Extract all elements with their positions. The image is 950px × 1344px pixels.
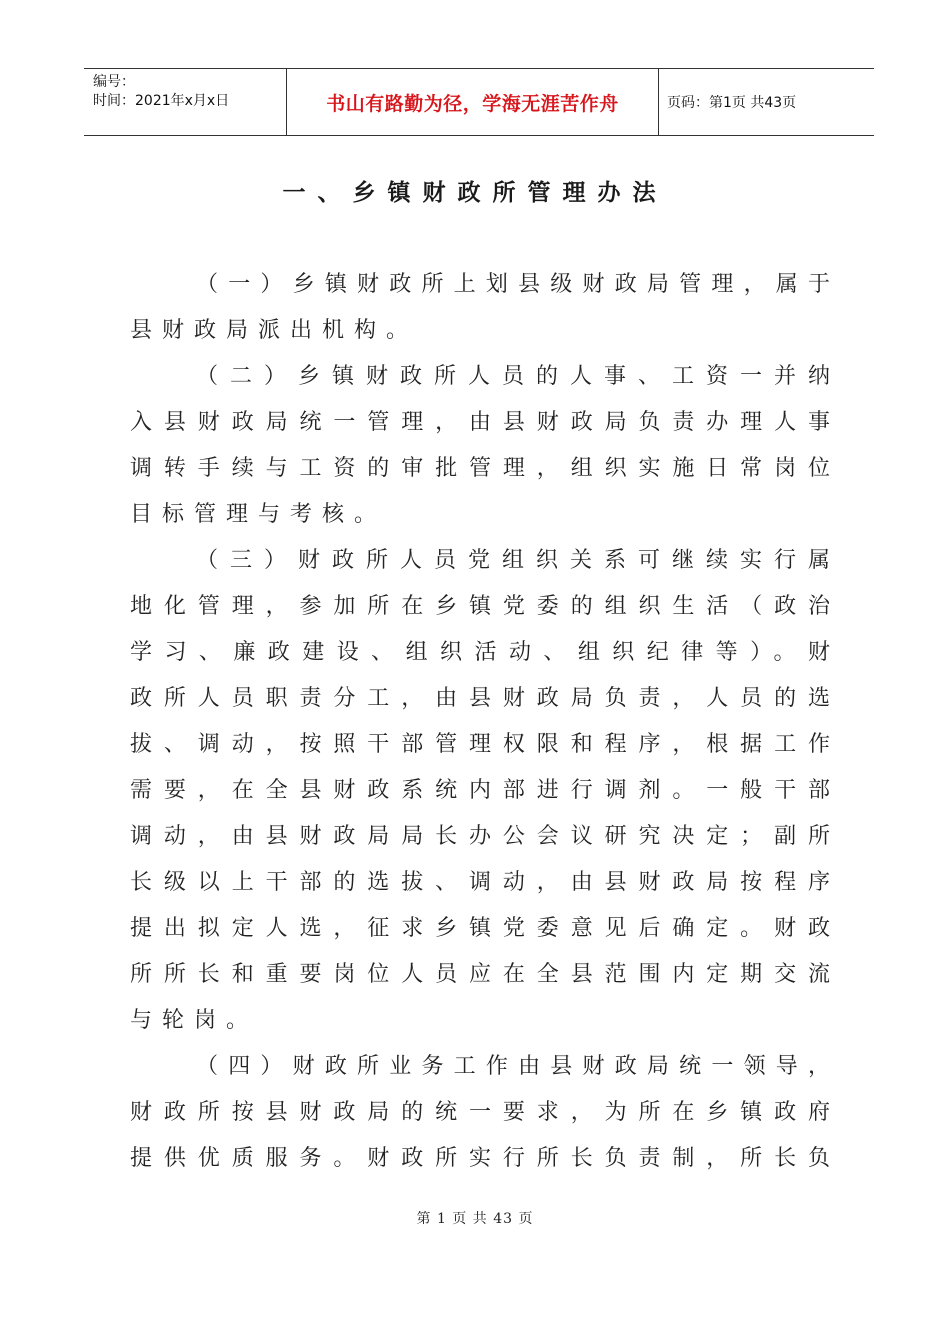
header-motto-cell — [286, 69, 659, 135]
document-body — [130, 262, 830, 1182]
paragraph-line: 调动，由县财政局局长办公会议研究决定；副所 — [130, 824, 830, 849]
paragraph-line: 所所长和重要岗位人员应在全县范围内定期交流 — [130, 962, 830, 987]
page-footer: 第 1 页 共 43 页 — [416, 1211, 534, 1227]
document-number-label: 编号： — [93, 74, 135, 90]
paragraph-line: 入县财政局统一管理，由县财政局负责办理人事 — [130, 410, 830, 435]
paragraph-line: （二）乡镇财政所人员的人事、工资一并纳 — [196, 364, 830, 389]
document-time-label: 时间：2021年x月x日 — [93, 93, 230, 109]
paragraph-line: 县财政局派出机构。 — [130, 318, 419, 343]
document-title: 一、乡镇财政所管理办法 — [282, 179, 668, 206]
paragraph-line: 拔、调动，按照干部管理权限和程序，根据工作 — [130, 732, 830, 757]
header-page-cell — [659, 69, 874, 135]
paragraph-line: 提供优质服务。财政所实行所长负责制，所长负 — [130, 1146, 830, 1171]
paragraph-line: 学习、廉政建设、组织活动、组织纪律等）。财 — [130, 640, 830, 665]
paragraph-line: （四）财政所业务工作由县财政局统一领导， — [196, 1054, 830, 1079]
paragraph-line: 提出拟定人选，征求乡镇党委意见后确定。财政 — [130, 916, 830, 941]
page-code-label: 页码：第1页 共43页 — [667, 95, 797, 111]
paragraph-line: 目标管理与考核。 — [130, 502, 387, 527]
paragraph-line: 需要，在全县财政系统内部进行调剂。一般干部 — [130, 778, 830, 803]
paragraph-line: 长级以上干部的选拔、调动，由县财政局按程序 — [130, 870, 830, 895]
motto-text: 书山有路勤为径，学海无涯苦作舟 — [326, 92, 619, 115]
page-header — [84, 68, 874, 136]
header-info-cell — [84, 69, 286, 135]
paragraph-line: （一）乡镇财政所上划县级财政局管理，属于 — [196, 272, 830, 297]
paragraph-line: 政所人员职责分工，由县财政局负责，人员的选 — [130, 686, 830, 711]
paragraph-line: 调转手续与工资的审批管理，组织实施日常岗位 — [130, 456, 830, 481]
paragraph-line: （三）财政所人员党组织关系可继续实行属 — [196, 548, 830, 573]
paragraph-line: 地化管理，参加所在乡镇党委的组织生活（政治 — [130, 594, 830, 619]
paragraph-line: 与轮岗。 — [130, 1008, 259, 1033]
paragraph-line: 财政所按县财政局的统一要求，为所在乡镇政府 — [130, 1100, 830, 1125]
